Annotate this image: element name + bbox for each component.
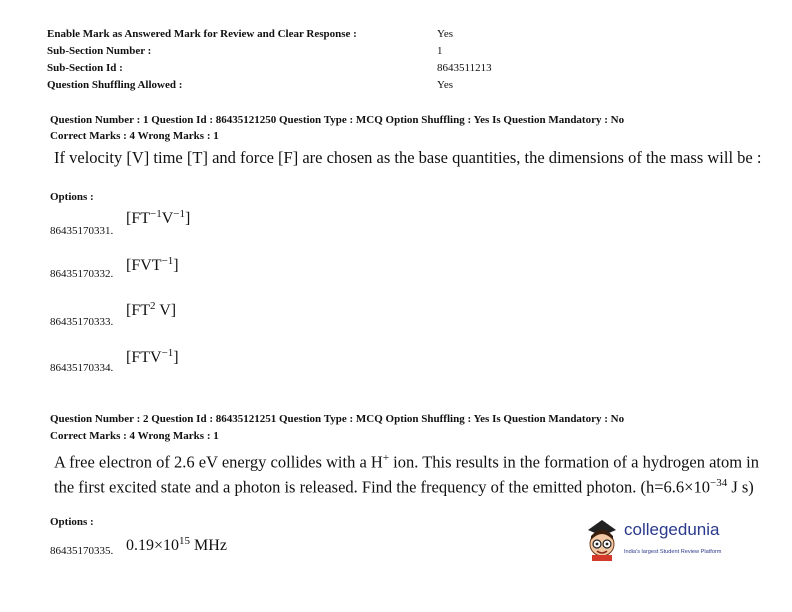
meta-value: 8643511213 xyxy=(437,62,492,74)
options-label: Options : xyxy=(50,516,94,528)
logo-tagline: India's largest Student Review Platform xyxy=(624,549,722,555)
question-marks: Correct Marks : 4 Wrong Marks : 1 xyxy=(50,130,219,142)
meta-label: Sub-Section Id : xyxy=(47,62,123,74)
collegedunia-logo xyxy=(582,516,742,562)
option-id: 86435170331. xyxy=(50,225,114,237)
meta-label: Question Shuffling Allowed : xyxy=(47,79,183,91)
option-value: $[FVT^{-1}]$ xyxy=(126,255,179,274)
question-text: A free electron of 2.6 eV energy collides with a H+ ion. This results in the formation of a hydrogen atom in the first excited state and a photon is released. Find the frequency of the emitted photon. ($h=6.6\times 10^{-34}$ J s) xyxy=(54,452,760,496)
option-id: 86435170332. xyxy=(50,268,114,280)
question-marks: Correct Marks : 4 Wrong Marks : 1 xyxy=(50,430,219,442)
option-value: $[FT^{-1}V^{-1}]$ xyxy=(126,208,191,227)
options-label: Options : xyxy=(50,191,94,203)
meta-value: 1 xyxy=(437,45,443,57)
option-value: $0.19\times 10^{15}$ MHz xyxy=(126,535,227,554)
meta-value: Yes xyxy=(437,79,454,91)
question-text: If velocity [V] time [T] and force [F] are chosen as the base quantities, the dimensions of the mass will be : xyxy=(54,148,762,167)
option-value: $[FTV^{-1}]$ xyxy=(126,347,179,366)
option-value: [$FT^2$ V] xyxy=(126,300,177,319)
option-id: 86435170333. xyxy=(50,316,114,328)
logo-name: collegedunia xyxy=(624,520,720,539)
mascot-icon xyxy=(582,516,622,562)
option-id: 86435170334. xyxy=(50,362,114,374)
question-header: Question Number : 2 Question Id : 86435121251 Question Type : MCQ Option Shuffling : Yes Is Question Mandatory : No xyxy=(50,413,625,425)
meta-value: Yes xyxy=(437,28,454,40)
meta-label: Sub-Section Number : xyxy=(47,45,152,57)
option-id: 86435170335. xyxy=(50,545,114,557)
question-header: Question Number : 1 Question Id : 86435121250 Question Type : MCQ Option Shuffling : Yes Is Question Mandatory : No xyxy=(50,114,625,126)
meta-label: Enable Mark as Answered Mark for Review and Clear Response : xyxy=(47,28,357,40)
